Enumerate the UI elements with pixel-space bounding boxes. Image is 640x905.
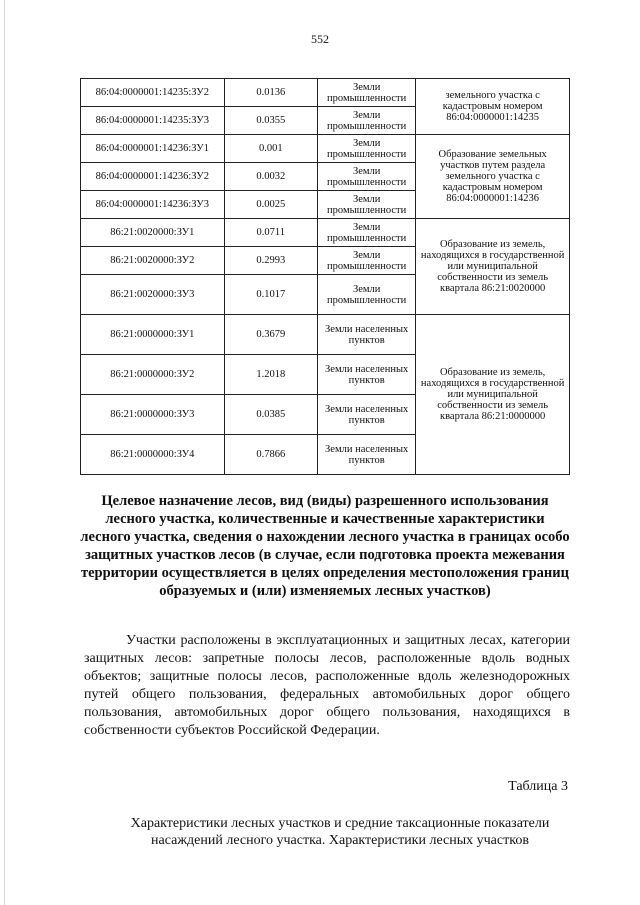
body-paragraph: Участки расположены в эксплуатационных и защитных лесах, категории защитных лесов: запретные полосы лесов, расположенные вдоль водных объектов; защитные полосы лесов, расположенные вдоль железнодорожных путей общего пользования, федеральных автомобильных дорог общего пользования, автомобильных дорог общего пользования, находящихся в собственности субъектов Российской Федерации. (84, 633, 570, 738)
land-category-cell: Земли промышленности (318, 247, 416, 275)
plot-code-cell: 86:21:0020000:ЗУ3 (81, 275, 225, 315)
formation-note-cell: земельного участка с кадастровым номером 86:04:0000001:14235 (416, 79, 570, 135)
land-category-cell: Земли населенных пунктов (318, 435, 416, 475)
land-category-cell: Земли населенных пунктов (318, 315, 416, 355)
table-row (81, 79, 570, 107)
plot-area-cell: 1.2018 (224, 355, 317, 395)
plot-area-cell: 0.0711 (224, 219, 317, 247)
land-category-cell: Земли промышленности (318, 191, 416, 219)
plot-area-cell: 0.0355 (224, 107, 317, 135)
land-category-cell: Земли промышленности (318, 79, 416, 107)
land-category-cell: Земли населенных пунктов (318, 395, 416, 435)
plot-area-cell: 0.0025 (224, 191, 317, 219)
plot-area-cell: 0.0032 (224, 163, 317, 191)
plot-code-cell: 86:04:0000001:14235:ЗУ3 (81, 107, 225, 135)
page-number: 552 (311, 32, 329, 46)
section-heading: Целевое назначение лесов, вид (виды) разрешенного использования лесного участка, количественные и качественные характеристики лесного участка, сведения о нахождении лесного участка в границах особо защитных участков лесов (в случае, если подготовка проекта межевания территории осуществляется в целях определения местоположения границ образуемых и (или) изменяемых лесных участков) (80, 493, 570, 599)
plot-code-cell: 86:04:0000001:14236:ЗУ1 (81, 135, 225, 163)
table-title: Характеристики лесных участков и средние таксационные показатели насаждений лесного участка. Характеристики лесных участков (130, 816, 550, 848)
plot-code-cell: 86:21:0000000:ЗУ1 (81, 315, 225, 355)
plot-code-cell: 86:21:0000000:ЗУ2 (81, 355, 225, 395)
table-row (81, 219, 570, 247)
plot-area-cell: 0.0136 (224, 79, 317, 107)
table-number-label: Таблица 3 (508, 779, 568, 794)
table-row (81, 315, 570, 355)
land-category-cell: Земли населенных пунктов (318, 355, 416, 395)
plot-area-cell: 0.2993 (224, 247, 317, 275)
plot-code-cell: 86:21:0000000:ЗУ3 (81, 395, 225, 435)
land-category-cell: Земли промышленности (318, 135, 416, 163)
plot-code-cell: 86:04:0000001:14235:ЗУ2 (81, 79, 225, 107)
land-category-cell: Земли промышленности (318, 107, 416, 135)
plot-area-cell: 0.1017 (224, 275, 317, 315)
land-category-cell: Земли промышленности (318, 275, 416, 315)
formation-note-cell: Образование из земель, находящихся в государственной или муниципальной собственности из земель квартала 86:21:0000000 (416, 315, 570, 475)
plot-area-cell: 0.3679 (224, 315, 317, 355)
plot-code-cell: 86:21:0020000:ЗУ2 (81, 247, 225, 275)
formation-note-cell: Образование из земель, находящихся в государственной или муниципальной собственности из земель квартала 86:21:0020000 (416, 219, 570, 315)
plot-code-cell: 86:04:0000001:14236:ЗУ3 (81, 191, 225, 219)
land-category-cell: Земли промышленности (318, 219, 416, 247)
table-row (81, 135, 570, 163)
plot-code-cell: 86:21:0020000:ЗУ1 (81, 219, 225, 247)
plot-area-cell: 0.0385 (224, 395, 317, 435)
scan-edge-line (4, 0, 5, 905)
plot-area-cell: 0.7866 (224, 435, 317, 475)
land-category-cell: Земли промышленности (318, 163, 416, 191)
plot-area-cell: 0.001 (224, 135, 317, 163)
formation-note-cell: Образование земельных участков путем раздела земельного участка с кадастровым номером 86:04:0000001:14236 (416, 135, 570, 219)
land-plots-table (80, 78, 570, 475)
plot-code-cell: 86:04:0000001:14236:ЗУ2 (81, 163, 225, 191)
plot-code-cell: 86:21:0000000:ЗУ4 (81, 435, 225, 475)
